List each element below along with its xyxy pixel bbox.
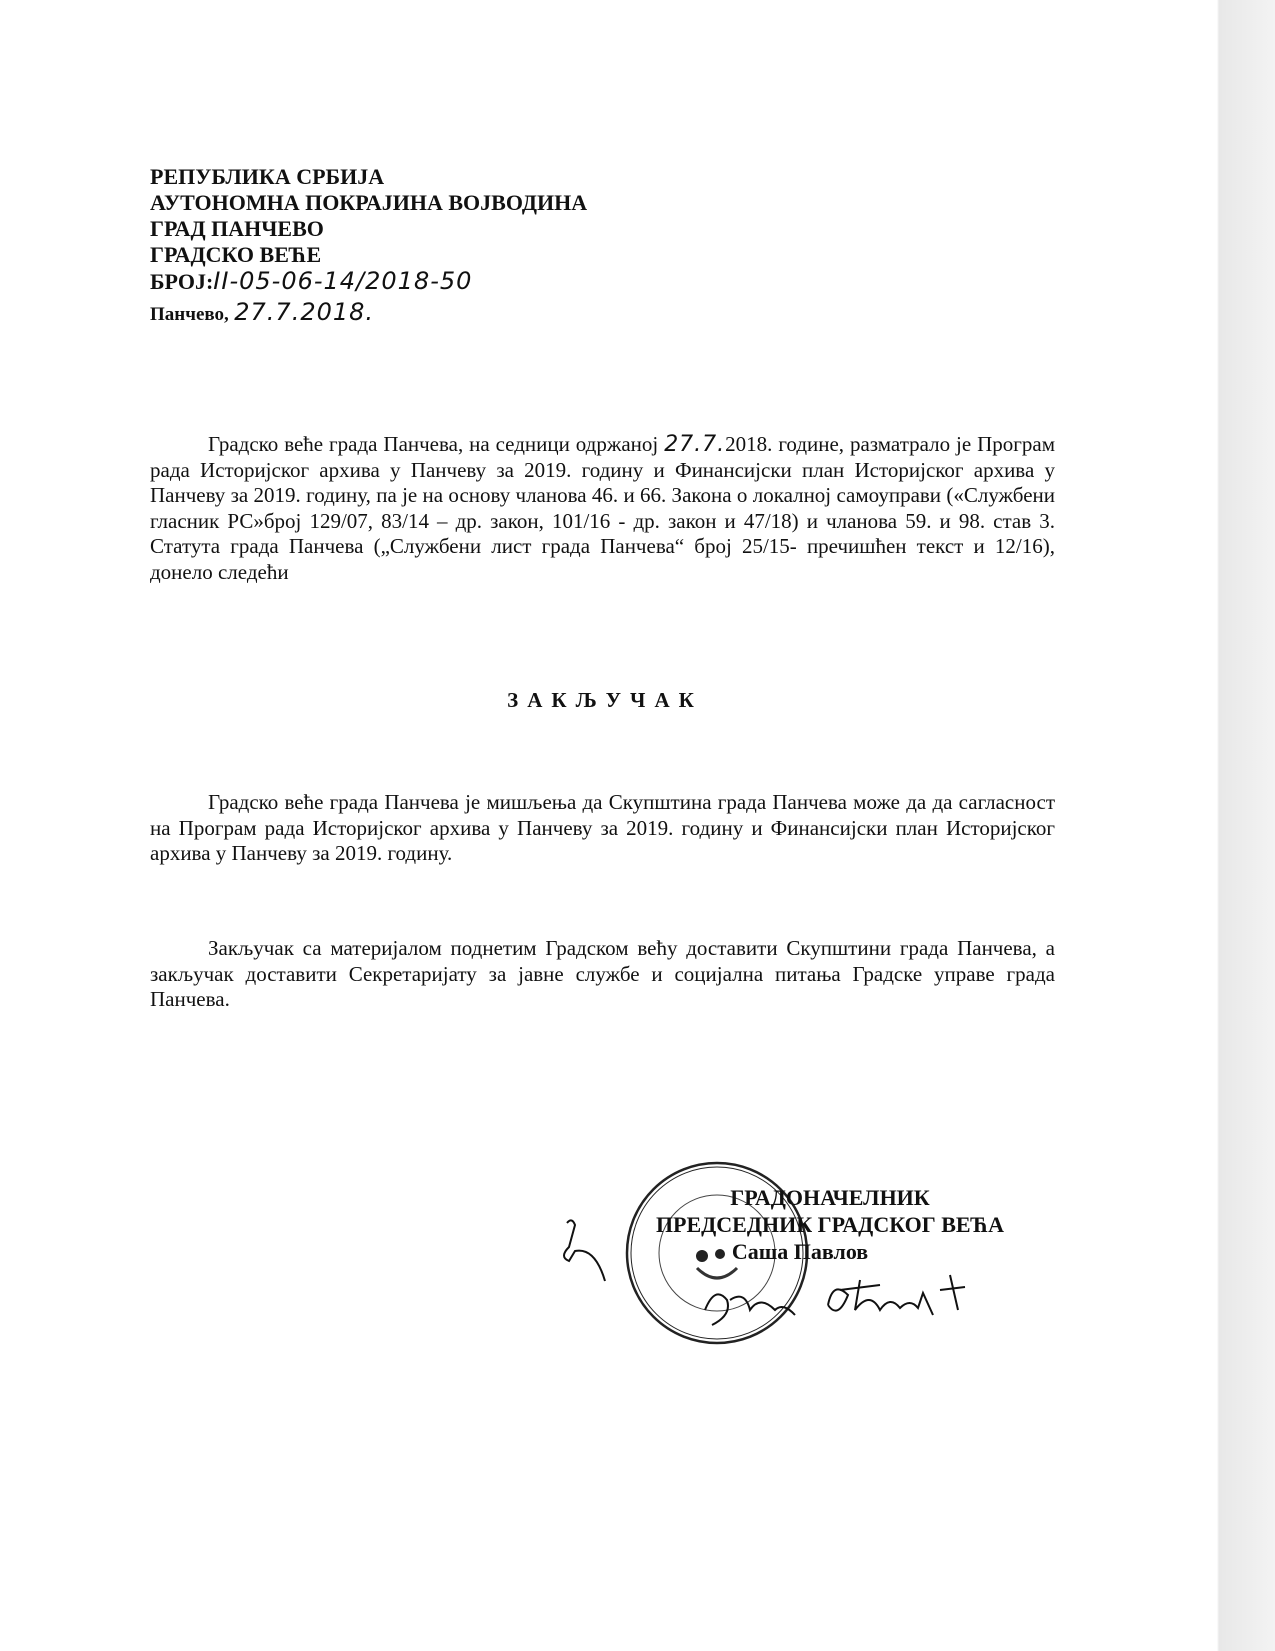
document-title: ЗАКЉУЧАК: [507, 688, 703, 712]
signatory-role-president: ПРЕДСЕДНИК ГРАДСКОГ ВЕЋА: [655, 1212, 1005, 1237]
conclusion-paragraph: Градско веће града Панчева је мишљења да Скупштина града Панчева може да да сагласност на Програм рада Историјског архива у Панчеву за 2019. годину и Финансијски план Историјског архива у Панчеву за 2019. годину.: [150, 790, 1055, 865]
initials-signature: [555, 1215, 655, 1305]
scan-border: [1197, 0, 1275, 1651]
document-header: [150, 164, 587, 328]
intro-paragraph: Градско веће града Панчева, на седници одржаној 27.7.2018. године, разматрало је Програм рада Историјског архива у Панчеву за 2019. годину и Финансијски план Историјског архива у Панчеву за 2019. годину, па је на основу чланова 46. и 66. Закона о локалној самоуправи («Службени гласник РС»број 129/07, 83/14 – др. закон, 101/16 - др. закон и 47/18) и чланова 59. и 98. став 3. Статута града Панчева („Службени лист града Панчева“ број 25/15- пречишћен текст и 12/16), донело следећи: [150, 432, 1056, 584]
handwritten-signature: [700, 1270, 990, 1340]
header-line-council: ГРАДСКО ВЕЋЕ: [150, 242, 322, 267]
signatory-role-mayor: ГРАДОНАЧЕЛНИК: [730, 1185, 930, 1210]
header-line-city: ГРАД ПАНЧЕВО: [150, 216, 324, 241]
document-place-date: Панчево, 27.7.2018.: [150, 298, 375, 326]
signature-block: [620, 1184, 1040, 1265]
handwritten-date: 27.7.2018.: [234, 298, 375, 326]
header-line-republic: РЕПУБЛИКА СРБИЈА: [150, 164, 385, 189]
header-line-province: АУТОНОМНА ПОКРАЈИНА ВОЈВОДИНА: [150, 190, 588, 215]
signatory-name: Саша Павлов: [731, 1239, 869, 1264]
handwritten-session-date: 27.7.: [664, 432, 726, 457]
handwritten-number: II-05-06-14/2018-50: [213, 267, 473, 295]
document-number: БРОЈ:II-05-06-14/2018-50: [150, 267, 473, 295]
delivery-paragraph: Закључак са материјалом поднетим Градском већу доставити Скупштини града Панчева, а закључак доставити Секретаријату за јавне службе и социјална питања Градске управе града Панчева.: [150, 936, 1055, 1011]
